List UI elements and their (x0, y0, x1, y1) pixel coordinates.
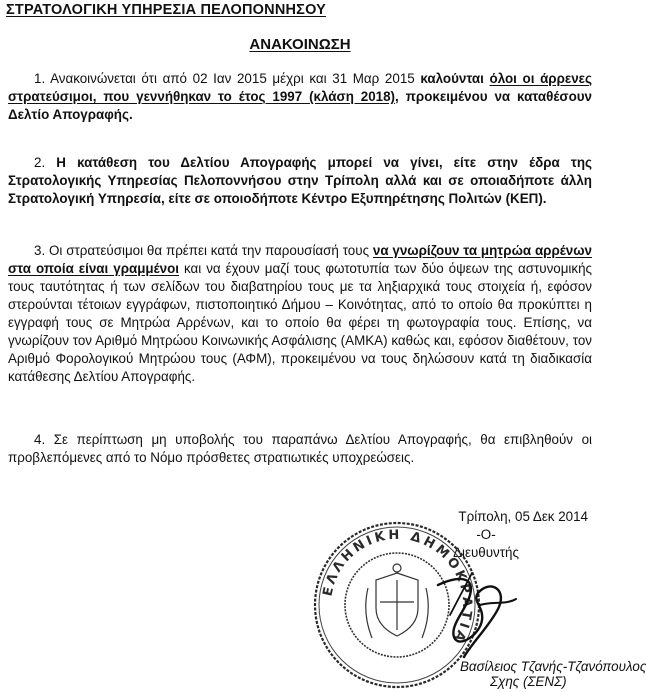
seal-ring-text: ΕΛΛΗΝΙΚΗ ΔΗΜΟΚΡΑΤΙΑ (320, 527, 475, 646)
paragraph-1 (8, 70, 592, 124)
p2-text-a: 2. (34, 155, 57, 170)
paragraph-2 (8, 154, 592, 208)
p1-text-a: 1. Ανακοινώνεται ότι από 02 Ιαν 2015 μέχρι και 31 Μαρ 2015 (34, 71, 421, 86)
paragraph-3 (8, 242, 592, 386)
signatory-role: Διευθυντής (453, 545, 519, 560)
p3-text-a: 3. Οι στρατεύσιμοι θα πρέπει κατά την παρουσίασή τους (34, 243, 373, 258)
signatory-name: Βασίλειος Τζανής-Τζανόπουλος (460, 659, 646, 674)
signatory-rank: Σχης (ΣΕΝΣ) (490, 674, 567, 689)
p1-text-b: καλούνται (420, 71, 490, 86)
paragraph-4 (8, 431, 592, 467)
p2-text-b: Η κατάθεση του Δελτίου Απογραφής μπορεί να γίνει, είτε στην έδρα της Στρατολογικής Υπηρεσίας Πελοποννήσου στην Τρίπολη αλλά και σε οποιαδήποτε άλλη Στρατολογική Υπηρεσία, είτε σε οποιοδήποτε Κέντρο Εξυπηρέτησης Πολιτών (ΚΕΠ). (8, 155, 592, 206)
document-title: ΑΝΑΚΟΙΝΩΣΗ (249, 36, 351, 53)
signatory-article: -Ο- (476, 527, 496, 542)
handwritten-signature-icon (420, 565, 530, 665)
seal-emblem-icon (366, 564, 429, 638)
place-date: Τρίπολη, 05 Δεκ 2014 (458, 509, 588, 524)
issuing-authority-header: ΣΤΡΑΤΟΛΟΓΙΚΗ ΥΠΗΡΕΣΙΑ ΠΕΛΟΠΟΝΝΗΣΟΥ (6, 2, 327, 18)
p3-text-c: και να έχουν μαζί τους φωτοτυπία των δύο όψεων της αστυνομικής τους ταυτότητας ή των σελίδων του διαβατηρίου τους με τα ληξιαρχικά τους στοιχεία ή, εφόσον στερούνται τέτοιων εγγράφων, πιστοποιητικό Δήμου – Κοινότητας, από το οποίο θα προκύπτει η εγγραφή τους σε Μητρώα Αρρένων, και το οποίο θα φέρει τη φωτογραφία τους. Επίσης, να γνωρίζουν τον Αριθμό Μητρώου Κοινωνικής Ασφάλισης (ΑΜΚΑ) καθώς και, εφόσον διαθέτουν, τον Αριθμό Φορολογικού Μητρώου τους (ΑΦΜ), προκειμένου να τους δηλώσουν κατά τη διαδικασία κατάθεσης Δελτίου Απογραφής. (8, 261, 593, 384)
p3-text-b: να γνωρίζουν τα μητρώα αρρένων στα οποία είναι γραμμένοι (8, 243, 592, 276)
p1-text-d: , προκειμένου να καταθέσουν Δελτίο Απογραφής. (8, 89, 592, 122)
p4-text-a: 4. Σε περίπτωση μη υποβολής του παραπάνω Δελτίου Απογραφής, θα επιβληθούν οι προβλεπόμενες από το Νόμο πρόσθετες στρατιωτικές υποχρεώσεις. (8, 432, 592, 465)
p1-text-c: όλοι οι άρρενες στρατεύσιμοι, που γεννήθηκαν το έτος 1997 (κλάση 2018) (8, 71, 592, 104)
